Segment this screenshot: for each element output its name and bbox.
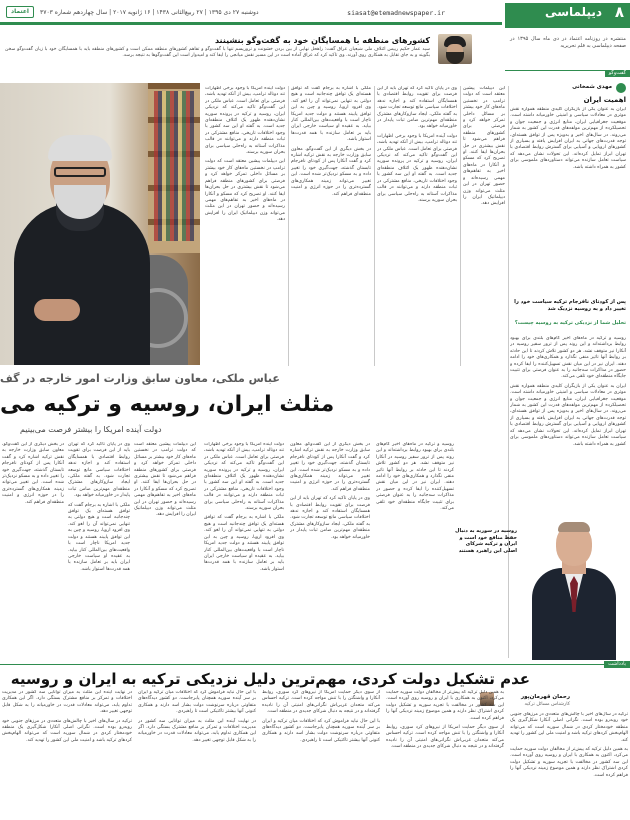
bottom-column-5: در نهایت آینده این مثلث به میزان توانایی سه کشور در مدیریت اختلافات و تمرکز بر منافع مشترک بستگی دارد. اگر این همکاری تداوم یابد، می‌تواند معادلات قدرت در خاورمیانه را به شکل قابل توجهی تغییر دهد. ترکیه در سال‌های اخیر با چالش‌های متعددی در مرزهای جنوبی خود روبه‌رو بوده است. نگرانی اصلی آنکارا شکل‌گیری یک منطقه خودمختار کردی در شمال سوریه است که می‌تواند الهام‌بخش کردهای ترکیه باشد و امنیت ملی این کشور را تهدید کند. [2,690,132,743]
main-column-2: ملکی با اشاره به برجام گفت که توافق هسته‌ای یک توافق چندجانبه است و هیچ دولتی به تنهایی نمی‌تواند آن را لغو کند. وی افزود اروپا، روسیه و چین به این توافق پایبند هستند و دولت جدید امریکا ناچار است با واقعیت‌های بین‌المللی کنار بیاید. به عقیده او سیاست خارجی ایران باید بر تعامل سازنده با همه قدرت‌ها استوار باشد. در بخش دیگری از این گفت‌وگو، معاون سابق وزارت خارجه به نقش ترکیه اشاره کرد و گفت آنکارا پس از کودتای نافرجام تابستان گذشته، جهت‌گیری خود را تغییر داده و به مسکو نزدیک‌تر شده است. این تغییر می‌تواند زمینه همکاری‌های گسترده‌تری را در حوزه انرژی و امنیت منطقه‌ای فراهم کند. [291,86,371,197]
lower-column-5: در بخش دیگری از این گفت‌وگو، معاون سابق وزارت خارجه به نقش ترکیه اشاره کرد و گفت آنکارا پس از کودتای نافرجام تابستان گذشته، جهت‌گیری خود را تغییر داده و به مسکو نزدیک‌تر شده است. این تغییر می‌تواند زمینه همکاری‌های گسترده‌تری را در حوزه انرژی و امنیت منطقه‌ای فراهم کند. وی در پایان تاکید کرد که تهران باید از این فرصت برای تقویت روابط اقتصادی با همسایگان استفاده کند و اجازه ندهد اختلافات سیاسی مانع توسعه تجارت شود. به گفته ملکی، ایجاد سازوکارهای مشترک منطقه‌ای مهم‌ترین ضامن ثبات پایدار در خاورمیانه خواهد بود. [290,442,370,540]
newspaper-logo: اعتماد [6,6,34,18]
column-divider [288,86,289,366]
interview-label: گفت‌وگو [605,70,630,77]
issue-date: دوشنبه ۲۷ دی ۱۳۹۵ | ۲۷ ربیع‌الثانی ۱۴۳۸ | ۱۶ ژانویه ۲۰۱۷ | سال چهاردهم شماره ۳۷۰۳ [40,9,259,16]
page-number: ۸ [614,3,624,21]
main-column-3: وی در پایان تاکید کرد که تهران باید از این فرصت برای تقویت روابط اقتصادی با همسایگان استفاده کند و اجازه ندهد اختلافات سیاسی مانع توسعه تجارت شود. به گفته ملکی، ایجاد سازوکارهای مشترک منطقه‌ای مهم‌ترین ضامن ثبات پایدار در خاورمیانه خواهد بود. دولت آینده امریکا با وجود برخی اظهارات تند دونالد ترامپ، بیش از آنکه تهدید باشد، فرصتی برای تعامل است. عباس ملکی در این گفت‌وگو تاکید می‌کند که نزدیکی ایران، روسیه و ترکیه در پرونده سوریه نشان‌دهنده ظهور یک ائتلاف منطقه‌ای جدید است. به گفته او این سه کشور با وجود اختلافات تاریخی، منافع مشترکی در ثبات منطقه دارند و می‌توانند در قالب مذاکرات آستانه به راه‌حلی سیاسی برای بحران سوریه برسند. [377,86,457,203]
bottom-column-2: به همین دلیل ترکیه که پیش‌تر از مخالفان دولت سوریه حمایت می‌کرد، اکنون به همکاری با ایران و روسیه روی آورده است. این سه کشور در مخالفت با تجزیه سوریه و تشکیل دولت کردی اشتراک نظر دارند و همین موضوع زمینه نزدیکی آنها را فراهم کرده است. از سوی دیگر حمایت امریکا از نیروهای کرد سوری، روابط آنکارا و واشنگتن را با تنش مواجه کرده است. ترکیه احساس می‌کند متحدان غربی‌اش نگرانی‌های امنیتی آن را نادیده گرفته‌اند و در نتیجه به دنبال شرکای جدیدی در منطقه است. [386,690,504,750]
byline-name: رحمان قهرمان‌پور [521,694,570,700]
page-header [0,0,630,30]
main-headline: مثلث ایران، روسیه و ترکیه می [0,392,335,417]
bottom-column-3: از سوی دیگر حمایت امریکا از نیروهای کرد سوری، روابط آنکارا و واشنگتن را با تنش مواجه کرده است. ترکیه احساس می‌کند متحدان غربی‌اش نگرانی‌های امنیتی آن را نادیده گرفته‌اند و در نتیجه به دنبال شرکای جدیدی در منطقه است. با این حال نباید فراموش کرد که اختلافات میان ترکیه و ایران بر سر آینده سوریه همچنان پابرجاست. دو کشور دیدگاه‌های متفاوتی درباره سرنوشت دولت بشار اسد دارند و همکاری کنونی آنها بیشتر تاکتیکی است تا راهبردی. [262,690,380,743]
main-subhead: دولت آینده امریکا را بیشتر فرصت می‌بینیم [20,425,162,434]
putin-photo [520,520,628,660]
main-column-4: این دیپلمات پیشین معتقد است که دولت ترامپ در نخستین ماه‌های کار خود بیشتر بر مسائل داخلی تمرکز خواهد کرد و فرصتی برای کشورهای منطقه فراهم می‌شود تا نقش بیشتری در حل بحران‌ها ایفا کنند. او تصریح کرد که مسکو و آنکارا در ماه‌های اخیر به تفاهم‌های مهمی رسیده‌اند و حضور تهران در این مثلث می‌تواند وزن دیپلماتیک ایران را افزایش دهد. [463,86,505,207]
top-brief [0,30,500,68]
lower-column-6: روسیه و ترکیه در ماه‌های اخیر گام‌های بلندی برای بهبود روابط برداشته‌اند و این روند پس از ترور سفیر روسیه در آنکارا نیز متوقف نشد. هر دو کشور تلاش کردند تا این حادثه بر روابط آنها تاثیر منفی نگذارد و همکاری‌های خود را ادامه دهند. ایران نیز در این میان نقش تسهیل‌کننده را ایفا کرده و حضور در مذاکرات سه‌جانبه را به عنوان فرصتی برای تثبیت جایگاه منطقه‌ای خود تلقی می‌کند. [376,442,454,512]
columnist-pull-quote: پس از کودتای نافرجام ترکیه سیاست خود را تغییر داد و به روسیه نزدیک شد [514,299,626,312]
header-rule [0,22,502,25]
sidebar-note: منتشره در روزنامه اعتماد در دی ماه سال ۱۳۹۵ در صفحه دیپلماسی به قلم تحریریه [510,36,626,49]
columnist-name: مهدی شمخانی [572,84,612,90]
bottom-column-1: ترکیه در سال‌های اخیر با چالش‌های متعددی در مرزهای جنوبی خود روبه‌رو بوده است. نگرانی اصلی آنکارا شکل‌گیری یک منطقه خودمختار کردی در شمال سوریه است که می‌تواند الهام‌بخش کردهای ترکیه باشد و امنیت ملی این کشور را تهدید کند. به همین دلیل ترکیه که پیش‌تر از مخالفان دولت سوریه حمایت می‌کرد، اکنون به همکاری با ایران و روسیه روی آورده است. این سه کشور در مخالفت با تجزیه سوریه و تشکیل دولت کردی اشتراک نظر دارند و همین موضوع زمینه نزدیکی آنها را فراهم کرده است. [510,712,628,778]
columnist-body: ایران به عنوان یکی از بازیگران کلیدی منطقه همواره نقش موثری در معادلات سیاسی و امنیتی خاورمیانه داشته است. موقعیت جغرافیایی ایران، منابع انرژی و جمعیت جوان و تحصیلکرده از مهم‌ترین مولفه‌های قدرت این کشور به شمار می‌روند. در سال‌های اخیر و به‌ویژه پس از توافق هسته‌ای، توجه قدرت‌های جهانی به ایران افزایش یافته و بسیاری از کشورهای اروپایی و آسیایی برای گسترش روابط اقتصادی با تهران ابراز تمایل کرده‌اند. این تحولات نشان می‌دهد که سیاست تعامل سازنده می‌تواند دستاوردهای ملموسی برای کشور به همراه داشته باشد. [510,107,626,170]
bottom-column-4: با این حال نباید فراموش کرد که اختلافات میان ترکیه و ایران بر سر آینده سوریه همچنان پابرجاست. دو کشور دیدگاه‌های متفاوتی درباره سرنوشت دولت بشار اسد دارند و همکاری کنونی آنها بیشتر تاکتیکی است تا راهبردی. در نهایت آینده این مثلث به میزان توانایی سه کشور در مدیریت اختلافات و تمرکز بر منافع مشترک بستگی دارد. اگر این همکاری تداوم یابد، می‌تواند معادلات قدرت در خاورمیانه را به شکل قابل توجهی تغییر دهد. [138,690,256,743]
top-brief-headline: کشورهای منطقه با همسایگان خود به گفت‌وگو بنشینند [214,36,430,45]
main-column-1: دولت آینده امریکا با وجود برخی اظهارات تند دونالد ترامپ، بیش از آنکه تهدید باشد، فرصتی برای تعامل است. عباس ملکی در این گفت‌وگو تاکید می‌کند که نزدیکی ایران، روسیه و ترکیه در پرونده سوریه نشان‌دهنده ظهور یک ائتلاف منطقه‌ای جدید است. به گفته او این سه کشور با وجود اختلافات تاریخی، منافع مشترکی در ثبات منطقه دارند و می‌توانند در قالب مذاکرات آستانه به راه‌حلی سیاسی برای بحران سوریه برسند. این دیپلمات پیشین معتقد است که دولت ترامپ در نخستین ماه‌های کار خود بیشتر بر مسائل داخلی تمرکز خواهد کرد و فرصتی برای کشورهای منطقه فراهم می‌شود تا نقش بیشتری در حل بحران‌ها ایفا کنند. او تصریح کرد که مسکو و آنکارا در ماه‌های اخیر به تفاهم‌های مهمی رسیده‌اند و حضور تهران در این مثلث می‌تواند وزن دیپلماتیک ایران را افزایش دهد. [205,86,285,223]
lower-column-2: وی در پایان تاکید کرد که تهران باید از این فرصت برای تقویت روابط اقتصادی با همسایگان استفاده کند و اجازه ندهد اختلافات سیاسی مانع توسعه تجارت شود. به گفته ملکی، ایجاد سازوکارهای مشترک منطقه‌ای مهم‌ترین ضامن ثبات پایدار در خاورمیانه خواهد بود. ملکی با اشاره به برجام گفت که توافق هسته‌ای یک توافق چندجانبه است و هیچ دولتی به تنهایی نمی‌تواند آن را لغو کند. وی افزود اروپا، روسیه و چین به این توافق پایبند هستند و دولت جدید امریکا ناچار است با واقعیت‌های بین‌المللی کنار بیاید. به عقیده او سیاست خارجی ایران باید بر تعامل سازنده با همه قدرت‌ها استوار باشد. [68,442,130,572]
bottom-section-label: یادداشت [604,661,630,668]
columnist-title: اهمیت ایران [583,96,626,104]
columnist-body-2: روسیه و ترکیه در ماه‌های اخیر گام‌های بلندی برای بهبود روابط برداشته‌اند و این روند پس از ترور سفیر روسیه در آنکارا نیز متوقف نشد. هر دو کشور تلاش کردند تا این حادثه بر روابط آنها تاثیر منفی نگذارد و همکاری‌های خود را ادامه دهند. ایران نیز در این میان نقش تسهیل‌کننده را ایفا کرده و حضور در مذاکرات سه‌جانبه را به عنوان فرصتی برای تثبیت جایگاه منطقه‌ای خود تلقی می‌کند. ایران به عنوان یکی از بازیگران کلیدی منطقه همواره نقش موثری در معادلات سیاسی و امنیتی خاورمیانه داشته است. موقعیت جغرافیایی ایران، منابع انرژی و جمعیت جوان و تحصیلکرده از مهم‌ترین مولفه‌های قدرت این کشور به شمار می‌روند. در سال‌های اخیر و به‌ویژه پس از توافق هسته‌ای، توجه قدرت‌های جهانی به ایران افزایش یافته و بسیاری از کشورهای اروپایی و آسیایی برای گسترش روابط اقتصادی با تهران ابراز تمایل کرده‌اند. این تحولات نشان می‌دهد که سیاست تعامل سازنده می‌تواند دستاوردهای ملموسی برای کشور به همراه داشته باشد. [510,336,626,447]
putin-quote: روسیه در سوریه به دنبال حفظ منافع خود است و ایران و ترکیه شرکای اصلی این راهبرد هستند [455,528,517,554]
main-kicker: عباس ملکی، معاون سابق وزارت امور خارجه در گف [0,372,280,385]
section-title: دیپلماسی [545,5,602,19]
byline-role: کارشناس مسائل ترکیه [524,702,570,707]
sidebar [505,30,630,68]
interviewee-photo [0,83,200,365]
columnist-badge [510,82,626,95]
columnist-question: تحلیل شما از نزدیکی ترکیه به روسیه چیست؟ [514,320,626,326]
bottom-rule [0,664,630,665]
lower-column-4: دولت آینده امریکا با وجود برخی اظهارات تند دونالد ترامپ، بیش از آنکه تهدید باشد، فرصتی برای تعامل است. عباس ملکی در این گفت‌وگو تاکید می‌کند که نزدیکی ایران، روسیه و ترکیه در پرونده سوریه نشان‌دهنده ظهور یک ائتلاف منطقه‌ای جدید است. به گفته او این سه کشور با وجود اختلافات تاریخی، منافع مشترکی در ثبات منطقه دارند و می‌توانند در قالب مذاکرات آستانه به راه‌حلی سیاسی برای بحران سوریه برسند. ملکی با اشاره به برجام گفت که توافق هسته‌ای یک توافق چندجانبه است و هیچ دولتی به تنهایی نمی‌تواند آن را لغو کند. وی افزود اروپا، روسیه و چین به این توافق پایبند هستند و دولت جدید امریکا ناچار است با واقعیت‌های بین‌المللی کنار بیاید. به عقیده او سیاست خارجی ایران باید بر تعامل سازنده با همه قدرت‌ها استوار باشد. [204,442,284,572]
bottom-headline: عدم تشکیل دولت کردی، مهم‌ترین دلیل نزدیکی ترکیه به ایران و روسیه [10,670,530,688]
column-divider [508,86,509,658]
top-brief-body: سید عمار حکیم رییس ائتلاف ملی شیعیان عراق گفت: راهحل نهایی از بین بردن خشونت و تروریسم تنها با گفت‌وگو و تفاهم کشورهای منطقه ممکن است و کشورهای منطقه باید با همسایگان خود با زبان گفت‌وگو سخن بگویند و به جای تقابل به همکاری روی آورند. وی تاکید کرد که عراق آماده است در این مسیر نقش میانجی را ایفا کند و امیدوار است این گفت‌وگوها به نتیجه برسد. [5,47,430,58]
cleric-photo [438,34,472,64]
lower-column-1: در بخش دیگری از این گفت‌وگو، معاون سابق وزارت خارجه به نقش ترکیه اشاره کرد و گفت آنکارا پس از کودتای نافرجام تابستان گذشته، جهت‌گیری خود را تغییر داده و به مسکو نزدیک‌تر شده است. این تغییر می‌تواند زمینه همکاری‌های گسترده‌تری را در حوزه انرژی و امنیت منطقه‌ای فراهم کند. [2,442,64,505]
column-divider [374,86,375,366]
column-divider [460,86,461,366]
header-email[interactable]: siasat@etemadnewspaper.ir [347,9,445,17]
lower-column-3: این دیپلمات پیشین معتقد است که دولت ترامپ در نخستین ماه‌های کار خود بیشتر بر مسائل داخلی تمرکز خواهد کرد و فرصتی برای کشورهای منطقه فراهم می‌شود تا نقش بیشتری در حل بحران‌ها ایفا کنند. او تصریح کرد که مسکو و آنکارا در ماه‌های اخیر به تفاهم‌های مهمی رسیده‌اند و حضور تهران در این مثلث می‌تواند وزن دیپلماتیک ایران را افزایش دهد. [134,442,196,518]
columnist-avatar [616,83,626,93]
